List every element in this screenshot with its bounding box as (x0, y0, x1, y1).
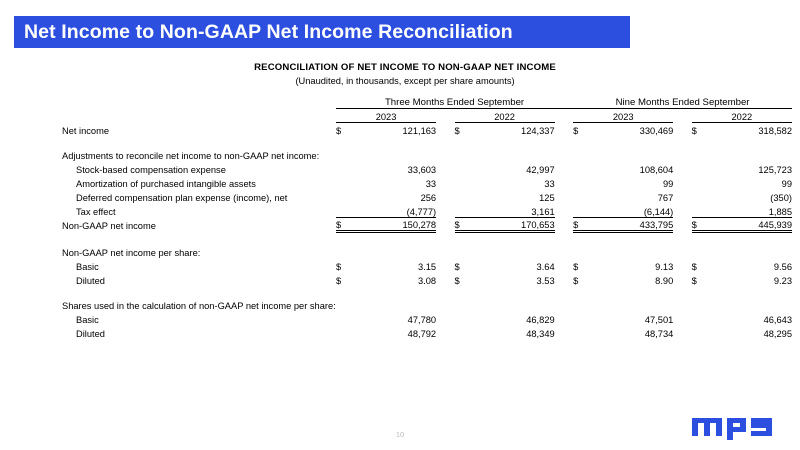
row-label-shares-basic: Basic (76, 314, 99, 325)
cell-gap (436, 203, 454, 217)
header-spacer (555, 108, 573, 122)
value-net-income-ytd-2022: 318,582 (758, 126, 792, 136)
currency-symbol: $ (335, 126, 342, 136)
cell-gap (555, 175, 573, 189)
cell-gap (673, 189, 691, 203)
slide-title-banner (14, 16, 630, 48)
year-header-ytd-2022: 2022 (692, 108, 792, 122)
row-spacer (62, 286, 792, 297)
cell-gap (436, 122, 454, 136)
cell-gap (455, 161, 471, 175)
currency-symbol: $ (336, 217, 352, 231)
row-label-tax-effect: Tax effect (76, 207, 116, 217)
value-shares-basic-q3-2023: 47,780 (407, 314, 437, 325)
currency-symbol: $ (455, 217, 471, 231)
table-row (62, 258, 792, 272)
section-header-per-share: Non-GAAP net income per share: (62, 247, 201, 258)
cell-gap (436, 175, 454, 189)
value-net-income-q3-2022: 124,337 (521, 126, 555, 136)
table-header-years (62, 108, 792, 122)
mps-logo-icon (692, 414, 778, 440)
value-net-income-q3-2023: 121,163 (402, 126, 437, 136)
value-amortization-q3-2022: 33 (544, 179, 555, 189)
cell-gap (336, 203, 352, 217)
value-non-gaap-q3-2023: 150,278 (352, 217, 436, 231)
value-shares-diluted-q3-2023: 48,792 (407, 328, 437, 339)
currency-symbol: $ (335, 275, 342, 286)
value-stock-comp-ytd-2023: 108,604 (639, 165, 674, 175)
table-row (62, 175, 792, 189)
currency-symbol: $ (454, 126, 460, 136)
page-title: Net Income to Non-GAAP Net Income Reconciliation (24, 20, 513, 43)
value-amortization-ytd-2023: 99 (662, 179, 674, 189)
cell-gap (673, 272, 691, 286)
value-non-gaap-ytd-2023: 433,795 (589, 217, 673, 231)
currency-symbol: $ (573, 126, 579, 136)
cell-gap (673, 122, 691, 136)
value-net-income-ytd-2023: 330,469 (639, 126, 674, 136)
value-per-share-basic-q3-2023: 3.15 (418, 261, 437, 272)
value-per-share-basic-ytd-2023: 9.13 (655, 261, 674, 272)
currency-symbol: $ (335, 261, 342, 272)
row-label-per-share-diluted: Diluted (76, 275, 105, 286)
cell-gap (455, 189, 471, 203)
year-header-ytd-2023: 2023 (573, 108, 673, 122)
value-deferred-comp-q3-2022: 125 (539, 193, 555, 203)
value-shares-diluted-ytd-2023: 48,734 (644, 328, 674, 339)
currency-symbol: $ (573, 217, 589, 231)
row-spacer (62, 136, 792, 147)
year-header-q3-2022: 2022 (455, 108, 555, 122)
cell-gap (436, 311, 454, 325)
cell-gap (673, 325, 691, 339)
table-row (62, 311, 792, 325)
cell-gap (692, 175, 708, 189)
cell-gap (555, 203, 573, 217)
cell-gap (555, 161, 573, 175)
statement-subheading: (Unaudited, in thousands, except per share amounts) (295, 76, 515, 86)
cell-gap (436, 217, 454, 231)
statement-heading: RECONCILIATION OF NET INCOME TO NON-GAAP NET INCOME (254, 62, 556, 73)
value-non-gaap-ytd-2022: 445,939 (708, 217, 792, 231)
row-label-non-gaap-net-income: Non-GAAP net income (62, 221, 156, 231)
value-amortization-q3-2023: 33 (425, 179, 437, 189)
value-shares-basic-ytd-2022: 46,643 (763, 314, 792, 325)
value-stock-comp-ytd-2022: 125,723 (758, 165, 792, 175)
currency-symbol: $ (573, 275, 579, 286)
currency-symbol: $ (454, 261, 460, 272)
cell-gap (336, 325, 352, 339)
currency-symbol: $ (454, 275, 460, 286)
row-label-stock-comp: Stock-based compensation expense (76, 165, 226, 175)
cell-gap (573, 189, 589, 203)
value-shares-diluted-q3-2022: 48,349 (526, 328, 555, 339)
cell-gap (673, 311, 691, 325)
value-amortization-ytd-2022: 99 (781, 179, 792, 189)
value-deferred-comp-q3-2023: 256 (420, 193, 437, 203)
value-tax-effect-q3-2023: (4,777) (352, 203, 436, 217)
table-row (62, 244, 792, 258)
cell-gap (555, 272, 573, 286)
cell-gap (555, 217, 573, 231)
cell-gap (455, 203, 471, 217)
year-header-q3-2023: 2023 (336, 108, 436, 122)
value-per-share-basic-q3-2022: 3.64 (536, 261, 555, 272)
value-non-gaap-q3-2022: 170,653 (471, 217, 555, 231)
currency-symbol: $ (692, 217, 708, 231)
value-tax-effect-q3-2022: 3,161 (471, 203, 555, 217)
cell-gap (336, 161, 352, 175)
column-group-nine-months: Nine Months Ended September (573, 94, 792, 108)
mps-logo (692, 414, 778, 440)
value-per-share-diluted-q3-2022: 3.53 (536, 275, 555, 286)
value-tax-effect-ytd-2023: (6,144) (589, 203, 673, 217)
currency-symbol: $ (691, 275, 697, 286)
cell-gap (455, 175, 471, 189)
value-stock-comp-q3-2022: 42,997 (526, 165, 555, 175)
cell-gap (336, 175, 352, 189)
header-spacer (62, 94, 336, 108)
section-header-shares: Shares used in the calculation of non-GAAP net income per share: (62, 300, 336, 311)
cell-gap (555, 325, 573, 339)
row-label-net-income: Net income (62, 126, 110, 136)
row-label-per-share-basic: Basic (76, 261, 99, 272)
currency-symbol: $ (573, 261, 579, 272)
cell-gap (573, 311, 589, 325)
cell-gap (555, 258, 573, 272)
header-spacer (673, 108, 691, 122)
cell-gap (692, 189, 708, 203)
cell-gap (673, 175, 691, 189)
cell-gap (573, 203, 589, 217)
section-header-adjustments: Adjustments to reconcile net income to non-GAAP net income: (62, 151, 320, 161)
row-label-amortization: Amortization of purchased intangible assets (76, 179, 256, 189)
reconciliation-table (62, 94, 792, 339)
table-row (62, 122, 792, 136)
cell-gap (436, 161, 454, 175)
table-row (62, 297, 792, 311)
value-per-share-diluted-ytd-2022: 9.23 (773, 275, 792, 286)
table-row (62, 203, 792, 217)
currency-symbol: $ (691, 261, 697, 272)
table-row (62, 272, 792, 286)
cell-gap (673, 217, 691, 231)
cell-gap (573, 161, 589, 175)
table-row (62, 189, 792, 203)
row-label-deferred-comp: Deferred compensation plan expense (income), net (76, 193, 288, 203)
cell-gap (555, 122, 573, 136)
row-spacer (62, 231, 792, 244)
cell-gap (673, 258, 691, 272)
cell-gap (692, 203, 708, 217)
cell-gap (692, 325, 708, 339)
cell-gap (673, 203, 691, 217)
value-per-share-diluted-ytd-2023: 8.90 (655, 275, 674, 286)
cell-gap (336, 311, 352, 325)
cell-gap (336, 189, 352, 203)
value-per-share-basic-ytd-2022: 9.56 (773, 261, 792, 272)
value-shares-basic-ytd-2023: 47,501 (644, 314, 674, 325)
cell-gap (692, 161, 708, 175)
table-row (62, 217, 792, 231)
value-deferred-comp-ytd-2022: (350) (770, 193, 792, 203)
cell-gap (436, 258, 454, 272)
value-shares-diluted-ytd-2022: 48,295 (763, 328, 792, 339)
cell-gap (673, 161, 691, 175)
cell-gap (555, 311, 573, 325)
cell-gap (436, 272, 454, 286)
cell-gap (555, 189, 573, 203)
page-number: 10 (395, 430, 405, 439)
value-tax-effect-ytd-2022: 1,885 (708, 203, 792, 217)
column-group-three-months: Three Months Ended September (336, 94, 573, 108)
currency-symbol: $ (691, 126, 697, 136)
header-spacer (62, 108, 336, 122)
row-label-shares-diluted: Diluted (76, 328, 105, 339)
cell-gap (455, 311, 471, 325)
table-header-groups (62, 94, 792, 108)
value-per-share-diluted-q3-2023: 3.08 (418, 275, 437, 286)
value-shares-basic-q3-2022: 46,829 (526, 314, 555, 325)
cell-gap (692, 311, 708, 325)
cell-gap (436, 189, 454, 203)
value-deferred-comp-ytd-2023: 767 (657, 193, 674, 203)
table-row (62, 325, 792, 339)
cell-gap (573, 175, 589, 189)
table-row (62, 147, 792, 161)
table-row (62, 161, 792, 175)
cell-gap (436, 325, 454, 339)
header-spacer (436, 108, 454, 122)
financial-statement (0, 62, 800, 339)
value-stock-comp-q3-2023: 33,603 (407, 165, 437, 175)
cell-gap (455, 325, 471, 339)
cell-gap (573, 325, 589, 339)
